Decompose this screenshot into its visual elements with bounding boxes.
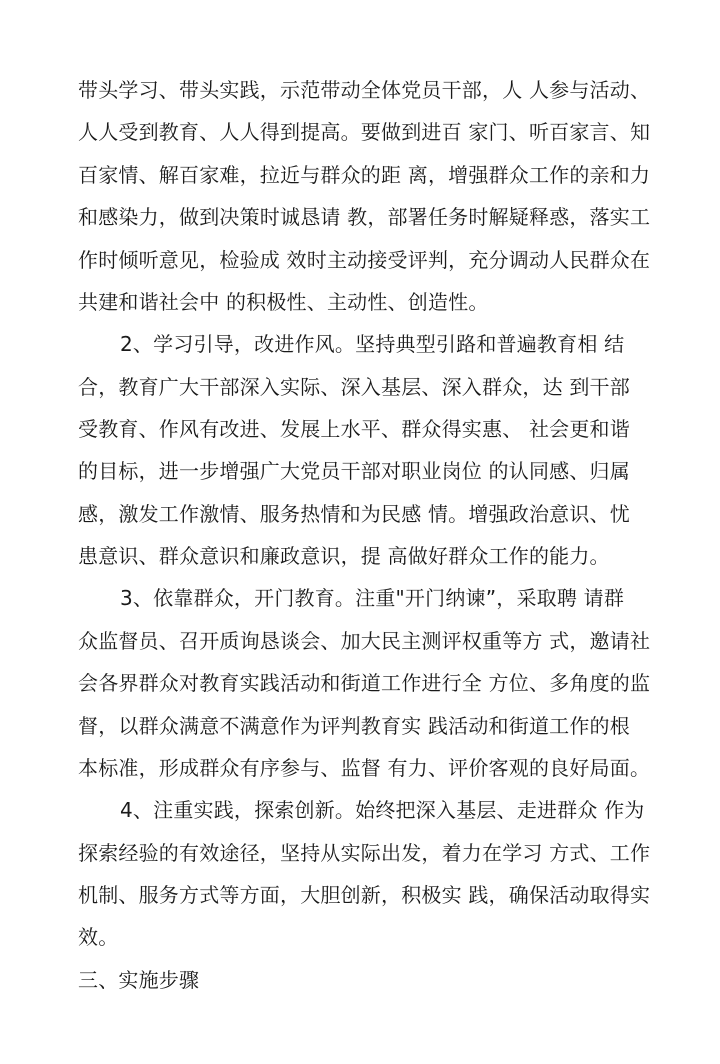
paragraph-line: 感，激发工作激情、服务热情和为民感 情。增强政治意识、忧 — [78, 502, 630, 526]
paragraph-line: 机制、服务方式等方面，大胆创新，积极实 践，确保活动取得实 — [78, 883, 651, 907]
section-item-2-line: 2、学习引导，改进作风。坚持典型引路和普遍教育相 结 — [120, 332, 625, 356]
paragraph-line: 人人受到教育、人人得到提高。要做到进百 家门、听百家言、知 — [78, 120, 651, 144]
paragraph-line: 患意识、群众意识和廉政意识，提 高做好群众工作的能力。 — [78, 544, 610, 568]
paragraph-line: 众监督员、召开质询恳谈会、加大民主测评权重等方 式，邀请社 — [78, 629, 651, 653]
paragraph-line: 合，教育广大干部深入实际、深入基层、深入群众，达 到干部 — [78, 375, 630, 399]
paragraph-line: 督，以群众满意不满意作为评判教育实 践活动和街道工作的根 — [78, 714, 630, 738]
paragraph-line: 和感染力，做到决策时诚恳请 教，部署任务时解疑释惑，落实工 — [78, 205, 651, 229]
paragraph-line: 的目标，进一步增强广大党员干部对职业岗位 的认同感、归属 — [78, 459, 630, 483]
section-heading: 三、实施步骤 — [78, 968, 200, 992]
paragraph-line: 探索经验的有效途径，坚持从实际出发，着力在学习 方式、工作 — [78, 841, 651, 865]
paragraph-line: 受教育、作风有改进、发展上水平、群众得实惠、 社会更和谐 — [78, 417, 630, 441]
paragraph-line: 会各界群众对教育实践活动和街道工作进行全 方位、多角度的监 — [78, 671, 651, 695]
paragraph-line: 本标准，形成群众有序参与、监督 有力、评价客观的良好局面。 — [78, 756, 651, 780]
paragraph-line: 带头学习、带头实践，示范带动全体党员干部，人 人参与活动、 — [78, 78, 651, 102]
paragraph-line: 百家情、解百家难，拉近与群众的距 离，增强群众工作的亲和力 — [78, 163, 651, 187]
paragraph-line: 作时倾听意见，检验成 效时主动接受评判，充分调动人民群众在 — [78, 248, 651, 272]
paragraph-line: 效。 — [78, 925, 119, 949]
section-item-3-line: 3、依靠群众，开门教育。注重"开门纳谏”，采取聘 请群 — [120, 586, 625, 610]
paragraph-line: 共建和谐社会中 的积极性、主动性、创造性。 — [78, 290, 489, 314]
section-item-4-line: 4、注重实践，探索创新。始终把深入基层、走进群众 作为 — [120, 798, 645, 822]
